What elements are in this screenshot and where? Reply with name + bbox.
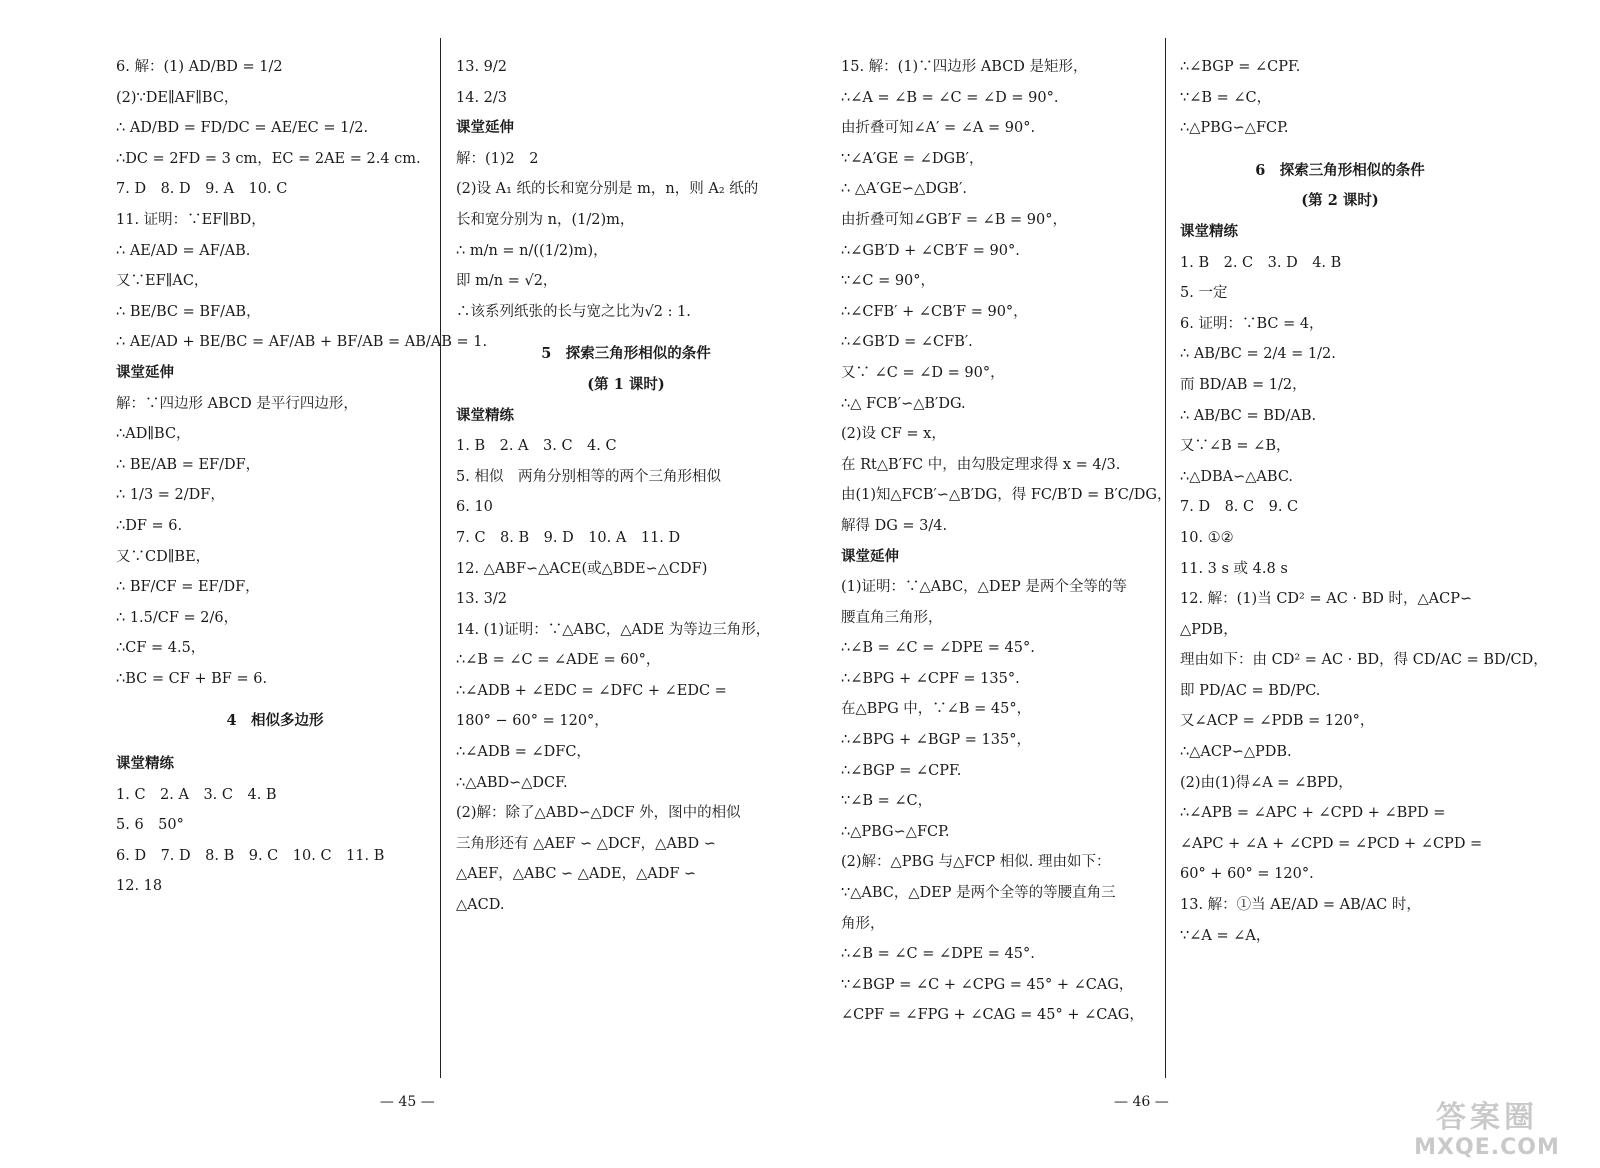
answer-line: ∴∠APB = ∠APC + ∠CPD + ∠BPD = [1180, 805, 1446, 822]
answer-line: 又∵ ∠C = ∠D = 90°， [841, 364, 1005, 381]
answer-line: ∴ m/n = n/((1/2)m)， [456, 242, 608, 259]
subsection-heading: 课堂精练 [116, 755, 174, 773]
answer-line: 10. ①② [1180, 529, 1234, 546]
answer-line: ∴∠ADB + ∠EDC = ∠DFC + ∠EDC = [456, 682, 727, 699]
answer-line: ∴ BF/CF = EF/DF， [116, 579, 260, 596]
answer-line: ∵△ABC，△DEP 是两个全等的等腰直角三 [841, 885, 1116, 902]
answer-line: ∵∠BGP = ∠C + ∠CPG = 45° + ∠CAG， [841, 976, 1134, 993]
answer-line: 又∵EF∥AC， [116, 273, 209, 290]
answer-line: 12. 解：(1)当 CD² = AC · BD 时，△ACP∽ [1180, 591, 1473, 608]
answer-line: △PDB， [1180, 621, 1238, 638]
spacer [456, 327, 796, 339]
answer-line: ∴△PBG∽△FCP. [841, 823, 950, 840]
answer-line: 由折叠可知∠GB′F = ∠B = 90°， [841, 211, 1067, 228]
answer-line: 11. 3 s 或 4.8 s [1180, 560, 1288, 577]
answer-line: ∴∠A = ∠B = ∠C = ∠D = 90°. [841, 89, 1059, 106]
answer-line: ∴ AB/BC = BD/AB. [1180, 407, 1317, 424]
answer-line: ∴△ FCB′∽△B′DG. [841, 395, 966, 412]
answer-line: ∴DC = 2FD = 3 cm，EC = 2AE = 2.4 cm. [116, 150, 421, 167]
answer-column-2 [456, 52, 796, 921]
answer-line: ∴ BE/AB = EF/DF， [116, 456, 261, 473]
watermark-text-url: MXQE.COM [1414, 1135, 1560, 1160]
answer-line: ∵∠B = ∠C， [1180, 89, 1272, 106]
answer-line: ∴该系列纸张的长与宽之比为√2 : 1. [456, 303, 691, 320]
column-divider-right [1165, 38, 1166, 1078]
answer-line: 解：(1)2 2 [456, 150, 539, 167]
answer-line: ∴∠B = ∠C = ∠DPE = 45°. [841, 946, 1035, 963]
answer-line: 13. 3/2 [456, 591, 508, 608]
answer-line: ∴ AB/BC = 2/4 = 1/2. [1180, 346, 1336, 363]
answer-line: 13. 9/2 [456, 59, 508, 75]
answer-line: 7. D 8. C 9. C [1180, 499, 1299, 516]
answer-line: 又∠ACP = ∠PDB = 120°， [1180, 713, 1375, 730]
answer-line: ∴∠BPG + ∠BGP = 135°， [841, 732, 1031, 749]
answer-line: 又∵∠B = ∠B， [1180, 438, 1291, 455]
answer-line: 180° − 60° = 120°， [456, 713, 609, 730]
answer-line: ∴∠B = ∠C = ∠ADE = 60°， [456, 652, 661, 669]
answer-line: 6. D 7. D 8. B 9. C 10. C 11. B [116, 847, 385, 864]
answer-line: ∴∠ADB = ∠DFC， [456, 744, 591, 761]
answer-line: ∴△DBA∽△ABC. [1180, 468, 1294, 485]
subsection-heading: 课堂精练 [1180, 222, 1238, 240]
answer-line: 由折叠可知∠A′ = ∠A = 90°. [841, 120, 1036, 137]
answer-line: 腰直角三角形， [841, 609, 943, 626]
answer-line: 14. (1)证明：∵△ABC，△ADE 为等边三角形， [456, 621, 771, 638]
answer-line: ∴CF = 4.5， [116, 640, 206, 657]
answer-line: ∴△ABD∽△DCF. [456, 774, 568, 791]
answer-line: 又∵CD∥BE， [116, 548, 211, 565]
spacer [116, 694, 434, 706]
answer-line: ∴∠GB′D = ∠CFB′. [841, 334, 973, 351]
answer-column-3 [841, 52, 1172, 1031]
subsection-heading: 课堂精练 [456, 406, 514, 424]
answer-line: 15. 解：(1)∵四边形 ABCD 是矩形， [841, 59, 1088, 75]
answer-line: ∴∠BGP = ∠CPF. [1180, 59, 1301, 75]
answer-line: ∴AD∥BC， [116, 426, 191, 443]
answer-line: 60° + 60° = 120°. [1180, 866, 1314, 883]
answer-line: ∴∠BPG + ∠CPF = 135°. [841, 670, 1020, 687]
answer-line: ∴∠B = ∠C = ∠DPE = 45°. [841, 640, 1035, 657]
answer-line: ∴BC = CF + BF = 6. [116, 670, 268, 687]
page-number-left: — 45 — [380, 1094, 435, 1110]
spacer [1180, 144, 1500, 156]
answer-line: 1. C 2. A 3. C 4. B [116, 786, 277, 803]
answer-line: 6. 10 [456, 499, 493, 516]
answer-line: ∵∠B = ∠C， [841, 793, 933, 810]
answer-line: 6. 解：(1) AD/BD = 1/2 [116, 59, 283, 75]
watermark-text-cn: 答案圈 [1436, 1100, 1538, 1135]
answer-line: 11. 证明：∵EF∥BD， [116, 211, 266, 228]
section-title: 5 探索三角形相似的条件 [541, 345, 711, 363]
answer-line: ∴ AD/BD = FD/DC = AE/EC = 1/2. [116, 120, 369, 137]
answer-line: ∵∠C = 90°， [841, 273, 936, 290]
answer-line: 在 Rt△B′FC 中，由勾股定理求得 x = 4/3. [841, 456, 1121, 473]
answer-line: ∠APC + ∠A + ∠CPD = ∠PCD + ∠CPD = [1180, 835, 1483, 852]
answer-line: 长和宽分别为 n，(1/2)m， [456, 211, 635, 228]
answer-line: ∵∠A′GE = ∠DGB′， [841, 150, 984, 167]
answer-line: 7. D 8. D 9. A 10. C [116, 181, 288, 198]
answer-line: △AEF，△ABC ∽ △ADE，△ADF ∽ [456, 866, 697, 883]
answer-line: 12. △ABF∽△ACE(或△BDE∽△CDF) [456, 560, 708, 577]
answer-line: (1)证明：∵△ABC，△DEP 是两个全等的等 [841, 579, 1127, 596]
answer-line: ∴ △A′GE∽△DGB′. [841, 181, 967, 198]
answer-line: ∴∠GB′D + ∠CB′F = 90°. [841, 242, 1020, 259]
answer-line: ∴△PBG∽△FCP. [1180, 120, 1289, 137]
answer-line: 即 PD/AC = BD/PC. [1180, 682, 1321, 699]
answer-line: (2)设 A₁ 纸的长和宽分别是 m，n，则 A₂ 纸的 [456, 181, 759, 198]
answer-line: ∴∠CFB′ + ∠CB′F = 90°， [841, 303, 1028, 320]
answer-line: (2)∵DE∥AF∥BC， [116, 89, 239, 106]
answer-line: ∴△ACP∽△PDB. [1180, 744, 1292, 761]
answer-line: ∴ AE/AD = AF/AB. [116, 242, 251, 259]
answer-line: 5. 6 50° [116, 817, 184, 834]
answer-line: ∴∠BGP = ∠CPF. [841, 762, 962, 779]
answer-line: 12. 18 [116, 878, 163, 895]
answer-line: 6. 证明：∵BC = 4， [1180, 315, 1324, 332]
answer-line: ∴ 1.5/CF = 2/6， [116, 609, 239, 626]
answer-line: 即 m/n = √2， [456, 273, 558, 290]
answer-line: (2)设 CF = x， [841, 426, 946, 443]
spacer [116, 737, 434, 749]
section-subtitle: (第 1 课时) [587, 375, 665, 393]
answer-line: 由(1)知△FCB′∽△B′DG，得 FC/B′D = B′C/DG， [841, 487, 1172, 504]
answer-column-4 [1180, 52, 1548, 951]
section-title: 4 相似多边形 [226, 712, 324, 730]
answer-line: 解：∵四边形 ABCD 是平行四边形， [116, 395, 358, 412]
answer-line: 角形， [841, 915, 885, 932]
answer-line: 理由如下：由 CD² = AC · BD，得 CD/AC = BD/CD， [1180, 652, 1548, 669]
answer-line: 而 BD/AB = 1/2， [1180, 376, 1307, 393]
subsection-heading: 课堂延伸 [841, 547, 899, 565]
answer-line: 13. 解：①当 AE/AD = AB/AC 时， [1180, 897, 1421, 914]
answer-line: △ACD. [456, 897, 505, 914]
answer-line: (2)解：△PBG 与△FCP 相似. 理由如下： [841, 854, 1111, 871]
answer-line: ∴ 1/3 = 2/DF， [116, 487, 225, 504]
answer-line: 5. 一定 [1180, 285, 1228, 302]
answer-line: ∵∠A = ∠A， [1180, 927, 1271, 944]
answer-line: 5. 相似 两角分别相等的两个三角形相似 [456, 468, 721, 485]
page-number-right: — 46 — [1114, 1094, 1169, 1110]
answer-line: 1. B 2. C 3. D 4. B [1180, 254, 1342, 271]
answer-line: 在△BPG 中，∵∠B = 45°， [841, 701, 1032, 718]
section-subtitle: (第 2 课时) [1301, 192, 1379, 210]
answer-line: 1. B 2. A 3. C 4. C [456, 438, 617, 455]
watermark-logo [1382, 1100, 1592, 1164]
answer-line: (2)由(1)得∠A = ∠BPD， [1180, 774, 1353, 791]
answer-line: 7. C 8. B 9. D 10. A 11. D [456, 529, 681, 546]
answer-line: ∠CPF = ∠FPG + ∠CAG = 45° + ∠CAG， [841, 1007, 1144, 1024]
answer-line: 三角形还有 △AEF ∽ △DCF，△ABD ∽ [456, 835, 716, 852]
answer-line: (2)解：除了△ABD∽△DCF 外，图中的相似 [456, 805, 741, 822]
section-title: 6 探索三角形相似的条件 [1255, 161, 1425, 179]
answer-line: ∴ AE/AD + BE/BC = AF/AB + BF/AB = AB/AB = 1. [116, 334, 488, 351]
answer-line: ∴DF = 6. [116, 517, 183, 534]
column-divider-left [440, 38, 441, 1078]
answer-line: 14. 2/3 [456, 89, 508, 106]
answer-line: ∴ BE/BC = BF/AB， [116, 303, 261, 320]
subsection-heading: 课堂延伸 [116, 363, 174, 381]
subsection-heading: 课堂延伸 [456, 119, 514, 137]
answer-line: 解得 DG = 3/4. [841, 517, 948, 534]
